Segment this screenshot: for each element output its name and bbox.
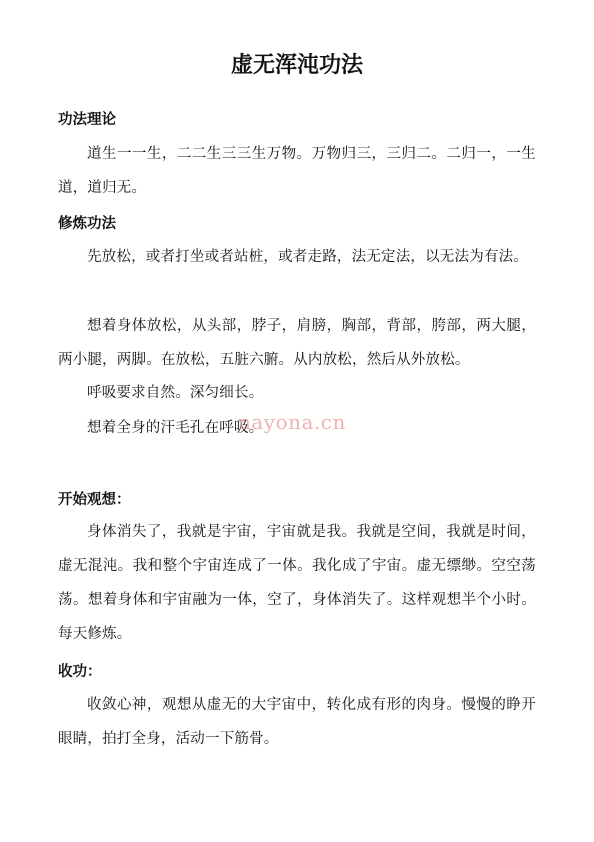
paragraph-theory: 道生一一生，二二生三三生万物。万物归三，三归二。二归一，一生道，道归无。 [58,146,536,196]
section-heading-closing: 收功： [58,664,102,680]
paragraph-visualization: 身体消失了，我就是宇宙，宇宙就是我。我就是空间，我就是时间，虚无混沌。我和整个宇宙连成了一体。我化成了宇宙。虚无缥缈。空空荡荡。想着身体和宇宙融为一体，空了，身体消失了。这样观想半个小时。每天修炼。 [58,524,536,642]
section-heading-visualization: 开始观想： [58,492,131,508]
paragraph-practice-2: 想着身体放松，从头部，脖子，肩膀，胸部，背部，胯部，两大腿，两小腿，两脚。在放松，五脏六腑。从内放松，然后从外放松。 [58,318,536,368]
paragraph-practice-1: 先放松，或者打坐或者站桩，或者走路，法无定法，以无法为有法。 [87,249,528,265]
paragraph-practice-4: 想着全身的汗毛孔在呼吸。 [87,420,264,436]
section-heading-practice: 修炼功法 [58,216,116,232]
paragraph-closing: 收敛心神，观想从虚无的大宇宙中，转化成有形的肉身。慢慢的睁开眼睛，拍打全身，活动一下筋骨。 [58,697,536,747]
watermark-text: nayona.cn [238,410,346,434]
section-heading-theory: 功法理论 [58,112,116,128]
paragraph-practice-3: 呼吸要求自然。深匀细长。 [87,385,264,401]
page-title: 虚无浑沌功法 [230,52,363,78]
